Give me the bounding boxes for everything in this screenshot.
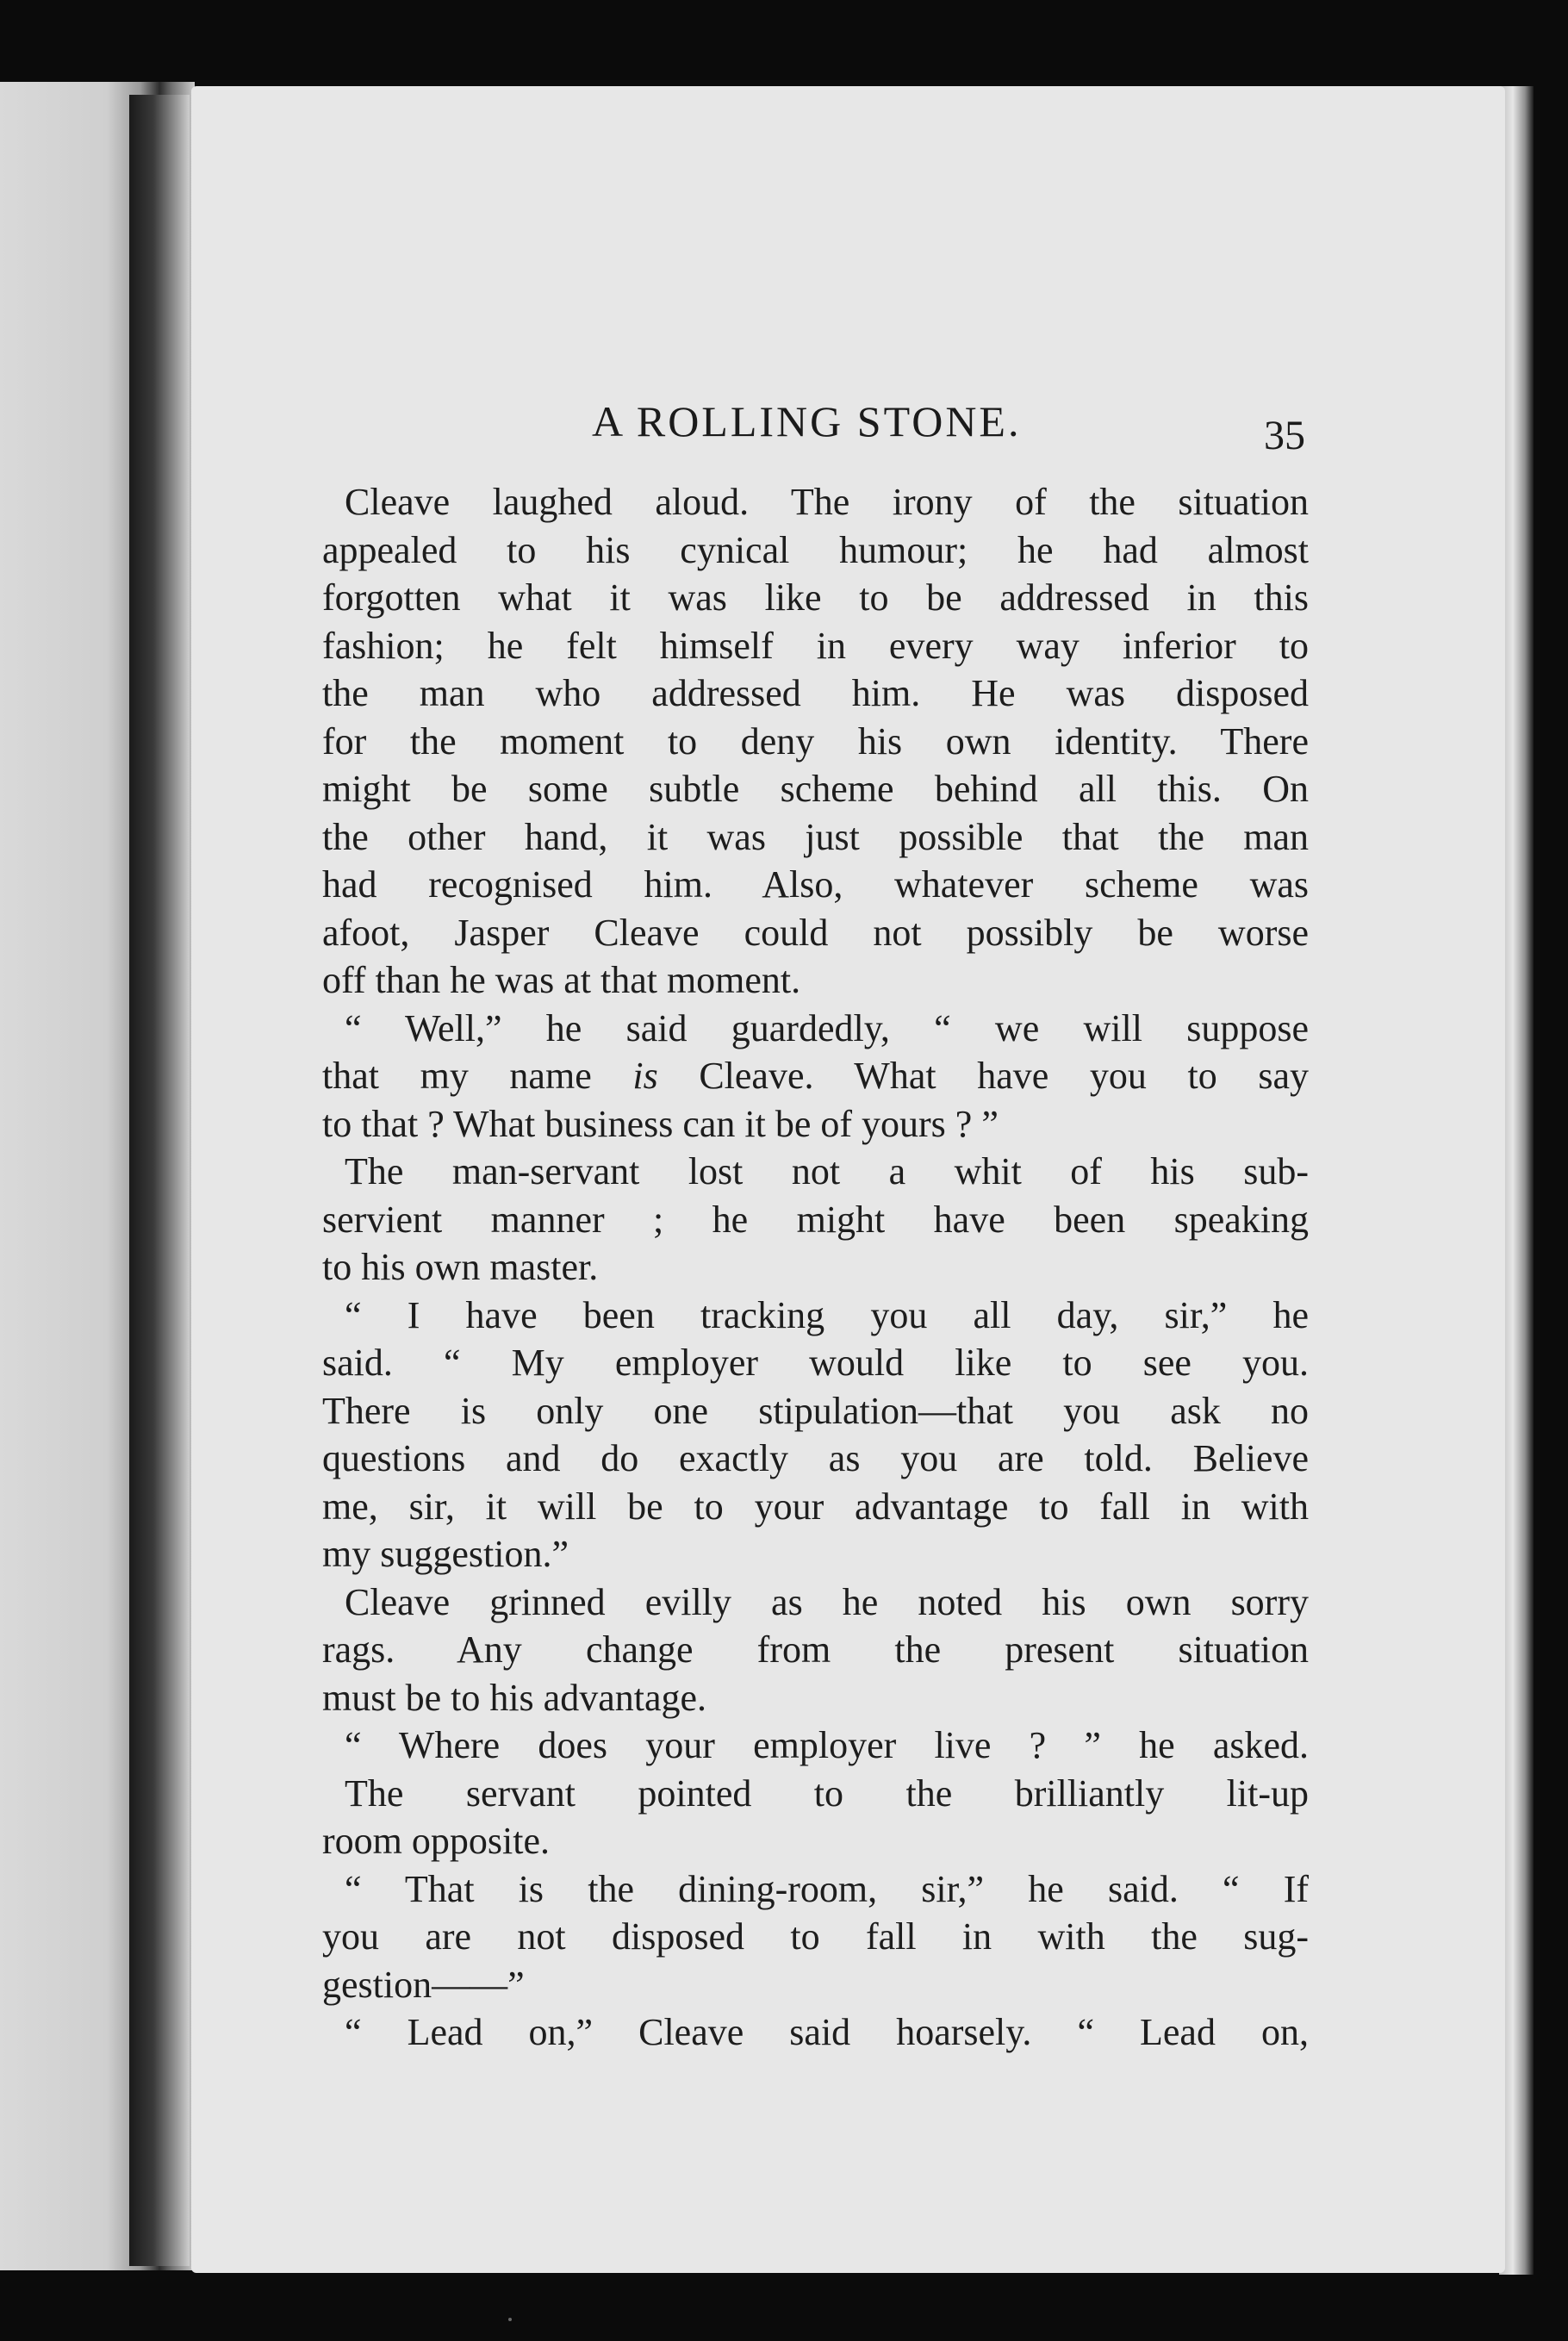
book-page [191,86,1505,2273]
text-line: appealed to his cynical humour; he had almost [322,528,1309,571]
page-number: 35 [1264,413,1305,458]
text-line: rags. Any change from the present situation [322,1628,1309,1671]
paragraph [322,1865,1309,2009]
book-gutter [129,95,190,2266]
text-line: to his own master. [322,1246,599,1288]
page-header [191,396,1505,465]
text-line: The servant pointed to the brilliantly lit-up [345,1771,1309,1815]
paragraph [322,1578,1309,1722]
paragraph [322,478,1309,1005]
paragraph [322,2008,1309,2057]
body-text [322,478,1309,2057]
paragraph [322,1292,1309,1578]
emphasis-is: is [632,1055,658,1097]
text-line: had recognised him. Also, whatever scheme was [322,863,1309,906]
text-line: my suggestion.” [322,1533,569,1575]
text-line: gestion——” [322,1963,525,2006]
text-line: said. “ My employer would like to see you. [322,1342,1309,1384]
text-line: Cleave grinned evilly as he noted his own sorry [345,1580,1309,1623]
text-line: The man-servant lost not a whit of his sub- [345,1150,1309,1192]
text-line: afoot, Jasper Cleave could not possibly be worse [322,911,1309,954]
text-segment: Cleave. What have you to say [657,1055,1309,1097]
text-line: Cleave laughed aloud. The irony of the situation [345,481,1309,523]
text-line: “ That is the dining-room, sir,” he said. “ If [345,1867,1309,1910]
text-line: me, sir, it will be to your advantage to fall in with [322,1485,1309,1528]
text-line: “ Lead on,” Cleave said hoarsely. “ Lead on, [345,2011,1309,2053]
text-line: the other hand, it was just possible that the man [322,815,1309,858]
paragraph [322,1005,1309,1149]
text-line: off than he was at that moment. [322,959,801,1001]
paragraph [322,1722,1309,1770]
text-line: must be to his advantage. [322,1676,707,1719]
text-line: “ Well,” he said guardedly, “ we will suppose [345,1006,1309,1049]
text-line: the man who addressed him. He was disposed [322,672,1309,714]
text-line: to that ? What business can it be of yours ? ” [322,1102,999,1145]
text-segment: that my name [322,1055,633,1097]
text-line: room opposite. [322,1820,550,1862]
text-line: for the moment to deny his own identity. There [322,719,1309,763]
text-line: “ Where does your employer live ? ” he asked. [345,1724,1309,1766]
text-line: “ I have been tracking you all day, sir,” he [345,1293,1309,1336]
text-line: fashion; he felt himself in every way inferior to [322,624,1309,667]
dust-speck [508,2318,512,2321]
text-line [322,1052,1309,1100]
paragraph [322,1148,1309,1292]
text-line: might be some subtle scheme behind all this. On [322,768,1309,810]
text-line: forgotten what it was like to be addressed in this [322,576,1309,619]
paragraph [322,1770,1309,1865]
text-line: questions and do exactly as you are told. Believe [322,1437,1309,1479]
running-title: A ROLLING STONE. [592,397,1022,445]
text-line: servient manner ; he might have been speaking [322,1198,1309,1241]
text-line: you are not disposed to fall in with the sug- [322,1915,1309,1958]
text-line: There is only one stipulation—that you ask no [322,1389,1309,1432]
